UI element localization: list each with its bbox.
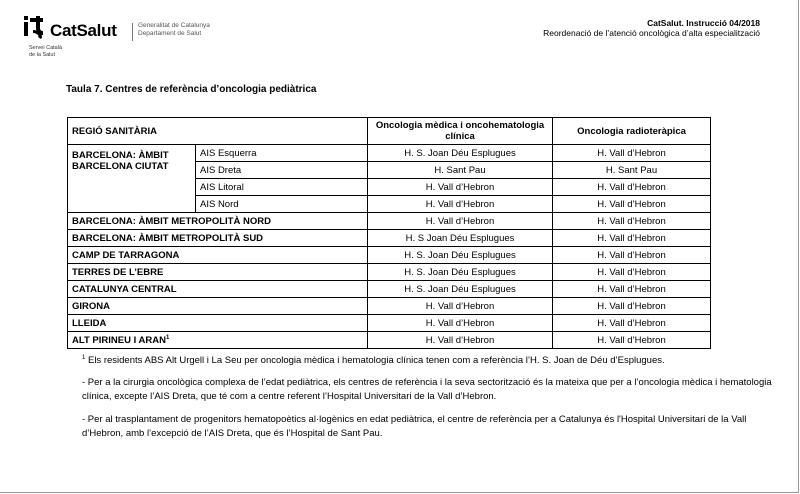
radio-cell: H. Vall d’Hebron [553,230,711,247]
footnote-body: Els residents ABS Alt Urgell i La Seu per oncologia mèdica i hematologia clínica tenen com a referència l’H. S. Joan de Déu d’Esplugues. [87,355,665,366]
header-region: REGIÓ SANITÀRIA [68,118,368,145]
table-row [68,230,711,247]
brand-name: CatSalut [50,21,117,40]
region-cell: BARCELONA: ÀMBIT METROPOLITÀ SUD [68,230,368,247]
radio-cell: H. Vall d’Hebron [553,298,711,315]
radio-cell: H. Vall d’Hebron [553,196,711,213]
region-cell: LLEIDA [68,315,368,332]
header-radio: Oncologia radioteràpica [553,118,711,145]
table-row [68,332,711,349]
table-row [68,281,711,298]
radio-cell: H. Vall d’Hebron [553,264,711,281]
region-cell: TERRES DE L’EBRE [68,264,368,281]
header-medical: Oncologia mèdica i oncohematologia clínica [368,118,553,145]
medical-cell: H. Sant Pau [368,162,553,179]
footnote-mark: 1 [165,334,170,341]
table-row [68,247,711,264]
radio-cell: H. Vall d’Hebron [553,145,711,162]
medical-cell: H. S Joan Déu Esplugues [368,230,553,247]
footnote-number: 1 [82,354,86,361]
medical-cell: H. S. Joan Déu Esplugues [368,247,553,264]
logo-subtitle [29,45,62,58]
reference-centres-table [67,117,711,349]
medical-cell: H. Vall d’Hebron [368,332,553,349]
logo-sub-line-2: de la Salut [29,51,55,58]
region-label: ALT PIRINEU I ARAN [72,334,166,346]
radio-cell: H. Vall d’Hebron [553,179,711,196]
catsalut-logo-icon [24,16,46,40]
region-cell: CATALUNYA CENTRAL [68,281,368,298]
sub-area-cell: AIS Esquerra [196,145,368,162]
medical-cell: H. Vall d’Hebron [368,213,553,230]
document-subtitle: Reordenació de l’atenció oncològica d’alta especialització [543,28,760,38]
table-caption: Taula 7. Centres de referència d’oncologia pediàtrica [66,84,317,95]
medical-cell: H. Vall d’Hebron [368,196,553,213]
gencat-line-1: Generalitat de Catalunya [138,22,210,29]
document-header [543,18,760,38]
gencat-line-2: Departament de Salut [138,30,202,37]
footnote-text [82,354,772,368]
radio-cell: H. Sant Pau [553,162,711,179]
sub-area-cell: AIS Nord [196,196,368,213]
note-transplant: - Per al trasplantament de progenitors hematopoètics al·logènics en edat pediàtrica, el centre de referència per a Catalunya és l'Hospital Universitari de la Vall d’Hebron, amb l’excepció de l’AIS Dreta, que és l’Hospital de Sant Pau. [82,414,747,439]
table-header-row [68,118,711,145]
table-row [68,145,711,162]
table-row [68,213,711,230]
table-row [68,298,711,315]
radio-cell: H. Vall d’Hebron [553,281,711,298]
medical-cell: H. S. Joan Déu Esplugues [368,264,553,281]
region-cell: BARCELONA: ÀMBIT BARCELONA CIUTAT [68,145,196,213]
logo-sub-line-1: Servei Català [29,45,63,51]
region-cell [68,332,368,349]
gencat-text [138,22,210,38]
table-row [68,315,711,332]
note-surgery: - Per a la cirurgia oncològica complexa de l’edat pediàtrica, els centres de referència i la seva sectorització és la mateixa que per a l’oncologia mèdica i hematologia clínica, excepte l’AIS Dreta, que té com a centre referent l’Hospital Universitari de la Vall d’Hebron. [82,377,772,402]
logo-divider [132,23,133,41]
radio-cell: H. Vall d’Hebron [553,332,711,349]
table-notes [82,354,772,449]
radio-cell: H. Vall d’Hebron [553,315,711,332]
region-cell: GIRONA [68,298,368,315]
region-cell: CAMP DE TARRAGONA [68,247,368,264]
medical-cell: H. Vall d’Hebron [368,298,553,315]
sub-area-cell: AIS Litoral [196,179,368,196]
medical-cell: H. Vall d’Hebron [368,179,553,196]
region-cell: BARCELONA: ÀMBIT METROPOLITÀ NORD [68,213,368,230]
medical-cell: H. Vall d’Hebron [368,315,553,332]
table-row [68,264,711,281]
sub-area-cell: AIS Dreta [196,162,368,179]
medical-cell: H. S. Joan Déu Esplugues [368,281,553,298]
radio-cell: H. Vall d’Hebron [553,213,711,230]
radio-cell: H. Vall d’Hebron [553,247,711,264]
document-title: CatSalut. Instrucció 04/2018 [647,18,760,28]
medical-cell: H. S. Joan Déu Esplugues [368,145,553,162]
